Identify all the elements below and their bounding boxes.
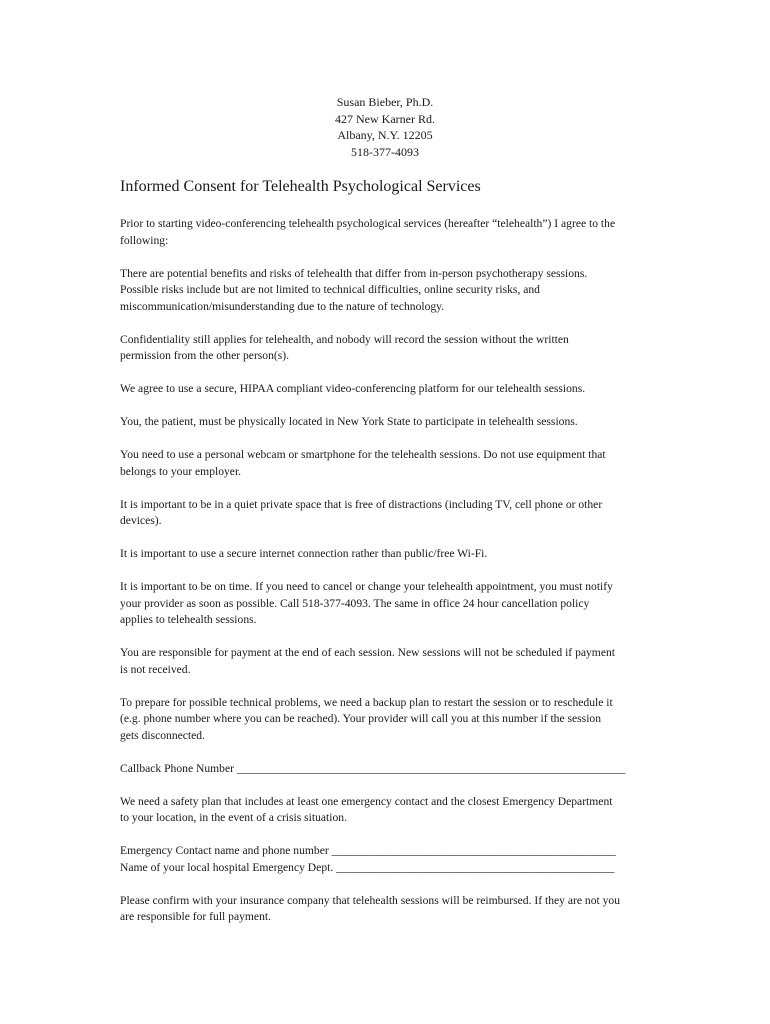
consent-paragraph [120, 893, 655, 926]
consent-body [120, 216, 655, 942]
paragraph-line: are responsible for full payment. [120, 910, 271, 923]
consent-paragraph [120, 216, 655, 249]
paragraph-line: miscommunication/misunderstanding due to the nature of technology. [120, 299, 445, 313]
consent-paragraph [120, 332, 655, 365]
consent-paragraph [120, 497, 655, 530]
paragraph-line: Please confirm with your insurance company that telehealth sessions will be reimbursed. If they are not you [120, 893, 621, 907]
provider-city: Albany, N.Y. 12205 [337, 128, 433, 142]
paragraph-line: It is important to use a secure internet connection rather than public/free Wi-Fi. [120, 547, 488, 560]
paragraph-line: Emergency Contact name and phone number _________________________________________________ [120, 844, 616, 857]
paragraph-line: Prior to starting video-conferencing telehealth psychological services (hereafter “telehealth”) I agree to the [120, 217, 616, 230]
paragraph-line: To prepare for possible technical problems, we need a backup plan to restart the session or to reschedule it [120, 695, 613, 709]
consent-paragraph [120, 381, 655, 398]
consent-paragraph [120, 761, 655, 778]
paragraph-line: Possible risks include but are not limited to technical difficulties, online security risks, and [120, 283, 540, 296]
paragraph-line: (e.g. phone number where you can be reached). Your provider will call you at this number if the session [120, 712, 602, 725]
paragraph-line: You are responsible for payment at the end of each session. New sessions will not be scheduled if payment [120, 646, 615, 659]
consent-paragraph [120, 645, 655, 678]
paragraph-line: We agree to use a secure, HIPAA compliant video-conferencing platform for our telehealth sessions. [120, 382, 586, 395]
paragraph-line: You need to use a personal webcam or smartphone for the telehealth sessions. Do not use equipment that [120, 448, 606, 461]
paragraph-line: devices). [120, 514, 162, 527]
paragraph-line: permission from the other person(s). [120, 349, 290, 362]
provider-phone: 518-377-4093 [351, 144, 419, 159]
consent-paragraph [120, 695, 655, 745]
provider-street: 427 New Karner Rd. [335, 111, 435, 126]
paragraph-line: It is important to be in a quiet private space that is free of distractions (including TV, cell phone or other [120, 497, 603, 511]
paragraph-line: Callback Phone Number ___________________________________________________________________ [120, 761, 626, 775]
provider-name: Susan Bieber, Ph.D. [336, 95, 434, 109]
consent-paragraph [120, 266, 655, 316]
paragraph-line: belongs to your employer. [120, 464, 242, 478]
paragraph-line: following: [120, 233, 169, 247]
consent-paragraph [120, 546, 655, 563]
paragraph-line: your provider as soon as possible. Call 518-377-4093. The same in office 24 hour cancellation policy [120, 596, 590, 610]
paragraph-line: Name of your local hospital Emergency Dept. ________________________________________________ [120, 860, 615, 874]
paragraph-line: We need a safety plan that includes at least one emergency contact and the closest Emergency Department [120, 794, 613, 808]
paragraph-line: applies to telehealth sessions. [120, 613, 257, 626]
paragraph-line: There are potential benefits and risks of telehealth that differ from in-person psychotherapy sessions. [120, 266, 588, 280]
consent-paragraph [120, 579, 655, 629]
consent-paragraph [120, 414, 655, 431]
consent-paragraph [120, 447, 655, 480]
paragraph-line: It is important to be on time. If you need to cancel or change your telehealth appointment, you must notify [120, 580, 613, 593]
letterhead [0, 94, 770, 160]
consent-paragraph [120, 794, 655, 827]
paragraph-line: gets disconnected. [120, 728, 205, 742]
consent-paragraph [120, 843, 655, 876]
paragraph-line: is not received. [120, 662, 191, 676]
paragraph-line: You, the patient, must be physically located in New York State to participate in telehealth sessions. [120, 415, 578, 428]
paragraph-line: Confidentiality still applies for telehealth, and nobody will record the session without the written [120, 332, 569, 346]
document-title: Informed Consent for Telehealth Psychological Services [120, 178, 481, 195]
paragraph-line: to your location, in the event of a crisis situation. [120, 811, 347, 824]
